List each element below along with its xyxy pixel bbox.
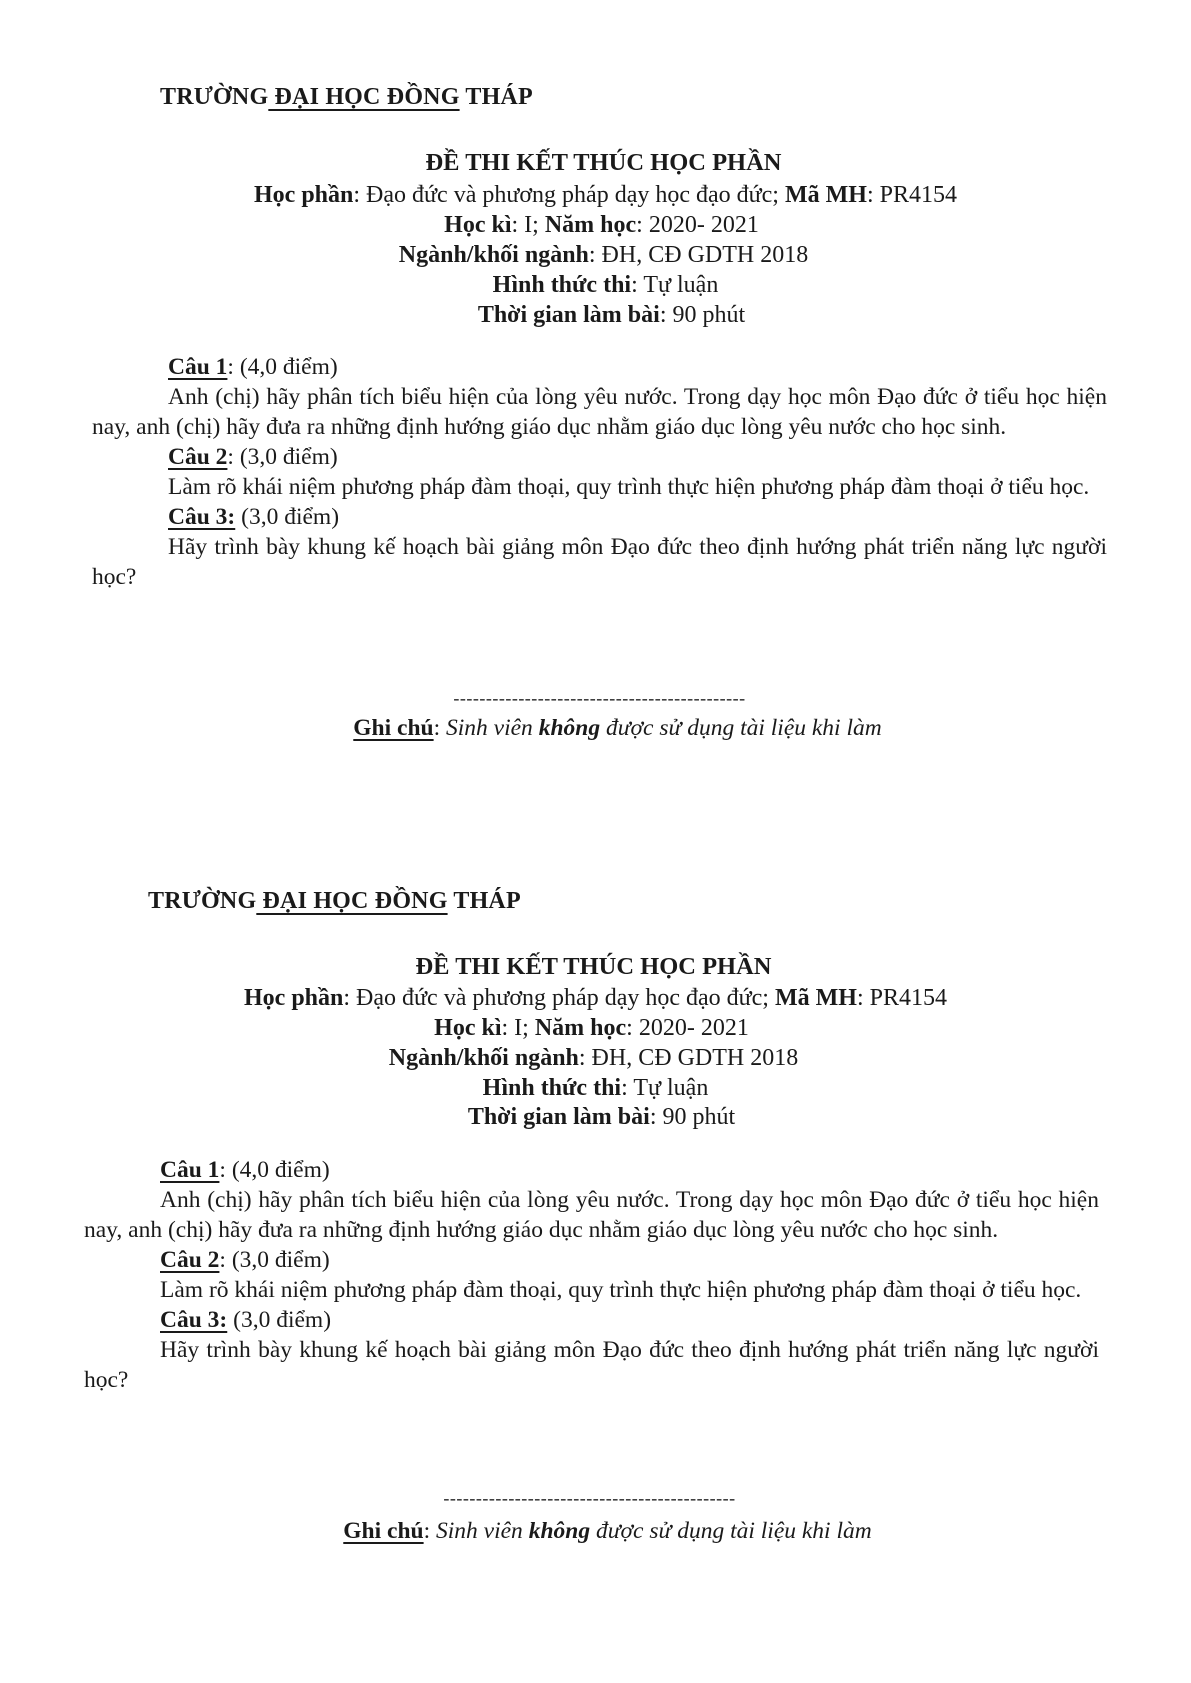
question-3-label: Câu 3: (168, 504, 236, 530)
question-2-points: : (3,0 điểm) (227, 444, 338, 470)
question-1-label: Câu 1 (168, 354, 228, 380)
duration-line (16, 300, 1191, 330)
question-list (92, 352, 1107, 592)
note-colon: : (433, 715, 447, 741)
question-1-heading (84, 1155, 1099, 1185)
note-text-start: Sinh viên (446, 715, 539, 741)
question-2-points: : (3,0 điểm) (219, 1247, 330, 1273)
school-name-underlined: ĐẠI HỌC ĐỒNG (256, 888, 448, 914)
question-2-text: Làm rõ khái niệm phương pháp đàm thoại, quy trình thực hiện phương pháp đàm thoại ở tiểu học. (168, 474, 1090, 500)
subject-line (10, 180, 1191, 210)
question-3-heading (84, 1305, 1099, 1335)
subject-label: Học phần (244, 985, 344, 1011)
note-colon: : (423, 1518, 437, 1544)
year-label: Năm học (534, 1015, 627, 1041)
question-3-points: (3,0 điểm) (227, 1307, 332, 1333)
exam-title: ĐỀ THI KẾT THÚC HỌC PHẦN (415, 953, 772, 980)
school-name (148, 888, 521, 915)
course-code-value: : PR4154 (856, 985, 947, 1011)
exam-form-line (0, 1073, 1191, 1103)
exam-form-value: : Tự luận (621, 1075, 709, 1101)
term-label: Học kì (434, 1015, 502, 1041)
school-name-prefix: TRƯỜNG (148, 888, 257, 914)
exam-note (12, 1518, 1191, 1545)
duration-value: : 90 phút (659, 302, 746, 328)
exam-form-line (10, 270, 1191, 300)
year-value: : 2020- 2021 (626, 1015, 749, 1041)
course-code-value: : PR4154 (866, 182, 957, 208)
question-1-text: Anh (chị) hãy phân tích biểu hiện của lòng yêu nước. Trong dạy học môn Đạo đức ở tiểu học hiện nay, anh (chị) hãy đưa ra những định hướng giáo dục nhằm giáo dục lòng yêu nước cho học sinh. (84, 1187, 1099, 1243)
major-line (0, 1043, 1189, 1073)
duration-label: Thời gian làm bài (477, 302, 660, 328)
exam-note (22, 715, 1191, 742)
question-2-heading (84, 1245, 1099, 1275)
major-value: : ĐH, CĐ GDTH 2018 (588, 242, 809, 268)
question-2-label: Câu 2 (160, 1247, 220, 1273)
major-label: Ngành/khối ngành (398, 242, 589, 268)
term-label: Học kì (444, 212, 512, 238)
subject-line (0, 983, 1191, 1013)
note-text-end: được sử dụng tài liệu khi làm (600, 715, 882, 741)
divider-line: --------------------------------------------- (453, 688, 746, 708)
school-name-suffix: THÁP (447, 888, 521, 914)
question-3-text: Hãy trình bày khung kế hoạch bài giảng môn Đạo đức theo định hướng phát triển năng lực người học? (84, 1337, 1099, 1393)
question-3-heading (92, 502, 1107, 532)
term-line (6, 210, 1191, 240)
question-1-points: : (4,0 điểm) (227, 354, 338, 380)
duration-line (6, 1102, 1191, 1132)
note-label: Ghi chú (343, 1518, 424, 1544)
exam-form-value: : Tự luận (631, 272, 719, 298)
question-1-heading (92, 352, 1107, 382)
duration-value: : 90 phút (649, 1104, 736, 1130)
year-label: Năm học (544, 212, 637, 238)
school-name-prefix: TRƯỜNG (160, 84, 269, 110)
question-1-label: Câu 1 (160, 1157, 220, 1183)
question-2-heading (92, 442, 1107, 472)
question-2-label: Câu 2 (168, 444, 228, 470)
major-line (8, 240, 1191, 270)
major-label: Ngành/khối ngành (388, 1045, 579, 1071)
note-emphasis: không (528, 1518, 591, 1544)
course-code-label: Mã MH (784, 182, 867, 208)
subject-value: : Đạo đức và phương pháp dạy học đạo đức; (343, 985, 775, 1011)
question-1-points: : (4,0 điểm) (219, 1157, 330, 1183)
question-2-text: Làm rõ khái niệm phương pháp đàm thoại, quy trình thực hiện phương pháp đàm thoại ở tiểu học. (160, 1277, 1082, 1303)
subject-label: Học phần (254, 182, 354, 208)
major-value: : ĐH, CĐ GDTH 2018 (578, 1045, 799, 1071)
term-value: : I; (501, 1015, 535, 1041)
question-1-text: Anh (chị) hãy phân tích biểu hiện của lòng yêu nước. Trong dạy học môn Đạo đức ở tiểu học hiện nay, anh (chị) hãy đưa ra những định hướng giáo dục nhằm giáo dục lòng yêu nước cho học sinh. (92, 384, 1107, 440)
exam-title: ĐỀ THI KẾT THÚC HỌC PHẦN (425, 149, 782, 176)
note-text-start: Sinh viên (436, 1518, 529, 1544)
term-value: : I; (511, 212, 545, 238)
subject-value: : Đạo đức và phương pháp dạy học đạo đức; (353, 182, 785, 208)
course-code-label: Mã MH (774, 985, 857, 1011)
question-3-points: (3,0 điểm) (235, 504, 340, 530)
exam-form-label: Hình thức thi (492, 272, 632, 298)
question-3-text: Hãy trình bày khung kế hoạch bài giảng môn Đạo đức theo định hướng phát triển năng lực người học? (92, 534, 1107, 590)
term-line (0, 1013, 1187, 1043)
divider-line: --------------------------------------------- (443, 1488, 736, 1508)
school-name (160, 84, 533, 111)
exam-copy-1 (0, 0, 1191, 800)
note-emphasis: không (538, 715, 601, 741)
note-text-end: được sử dụng tài liệu khi làm (590, 1518, 872, 1544)
note-label: Ghi chú (353, 715, 434, 741)
duration-label: Thời gian làm bài (467, 1104, 650, 1130)
exam-copy-2 (0, 800, 1191, 1600)
school-name-suffix: THÁP (459, 84, 533, 110)
exam-form-label: Hình thức thi (482, 1075, 622, 1101)
question-list (84, 1155, 1099, 1395)
school-name-underlined: ĐẠI HỌC ĐỒNG (268, 84, 460, 110)
question-3-label: Câu 3: (160, 1307, 228, 1333)
year-value: : 2020- 2021 (636, 212, 759, 238)
